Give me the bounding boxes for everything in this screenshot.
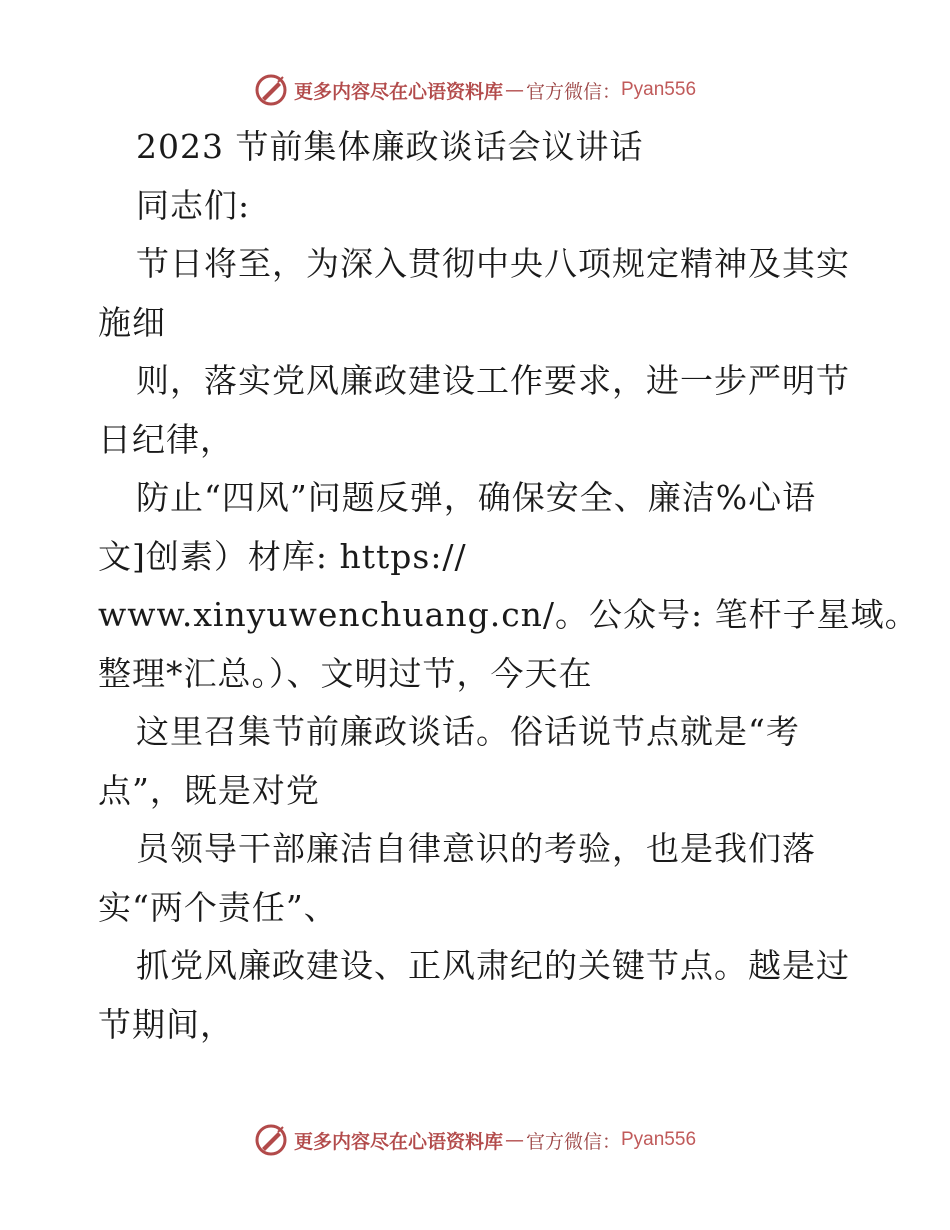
body-line: 点”，既是对党: [98, 770, 320, 810]
body-line: 则，落实党风廉政建设工作要求，进一步严明节: [136, 361, 850, 400]
banner-dash: —: [504, 1129, 524, 1151]
header-banner: [0, 70, 950, 110]
body-line: 文]创素）材库: https://: [98, 536, 467, 576]
banner-wechat-id: Pyan556: [621, 1129, 697, 1150]
banner-official-label: 官方微信：: [525, 80, 621, 103]
body-line: 节日将至，为深入贯彻中央八项规定精神及其实: [136, 244, 850, 283]
salutation: 同志们:: [136, 185, 251, 225]
quill-logo-icon: [254, 1123, 288, 1157]
banner-main-text: 更多内容尽在心语资料库: [293, 1130, 503, 1153]
body-line: 员领导干部廉洁自律意识的考验，也是我们落: [136, 829, 816, 868]
body-line: 防止“四风”问题反弹，确保安全、廉洁%心语: [136, 478, 817, 517]
body-line: www.xinyuwenchuang.cn/。公众号: 笔杆子星域。: [98, 595, 919, 634]
body-line: 节期间，: [98, 1004, 234, 1044]
document-title: 2023 节前集体廉政谈话会议讲话: [136, 127, 644, 166]
body-line: 施细: [98, 302, 166, 342]
banner-official-label: 官方微信：: [525, 1130, 621, 1153]
banner-wechat-id: Pyan556: [621, 79, 697, 100]
body-line: 抓党风廉政建设、正风肃纪的关键节点。越是过: [136, 946, 850, 985]
body-line: 实“两个责任”、: [98, 887, 338, 927]
banner-dash: —: [504, 79, 524, 101]
banner-main-text: 更多内容尽在心语资料库: [293, 80, 503, 103]
quill-logo-icon: [254, 73, 288, 107]
document-body: [98, 118, 919, 1054]
footer-banner: [0, 1120, 950, 1160]
body-line: 日纪律，: [98, 419, 234, 459]
body-line: 这里召集节前廉政谈话。俗话说节点就是“考: [136, 712, 800, 751]
body-line: 整理*汇总。）、文明过节，今天在: [98, 653, 593, 693]
